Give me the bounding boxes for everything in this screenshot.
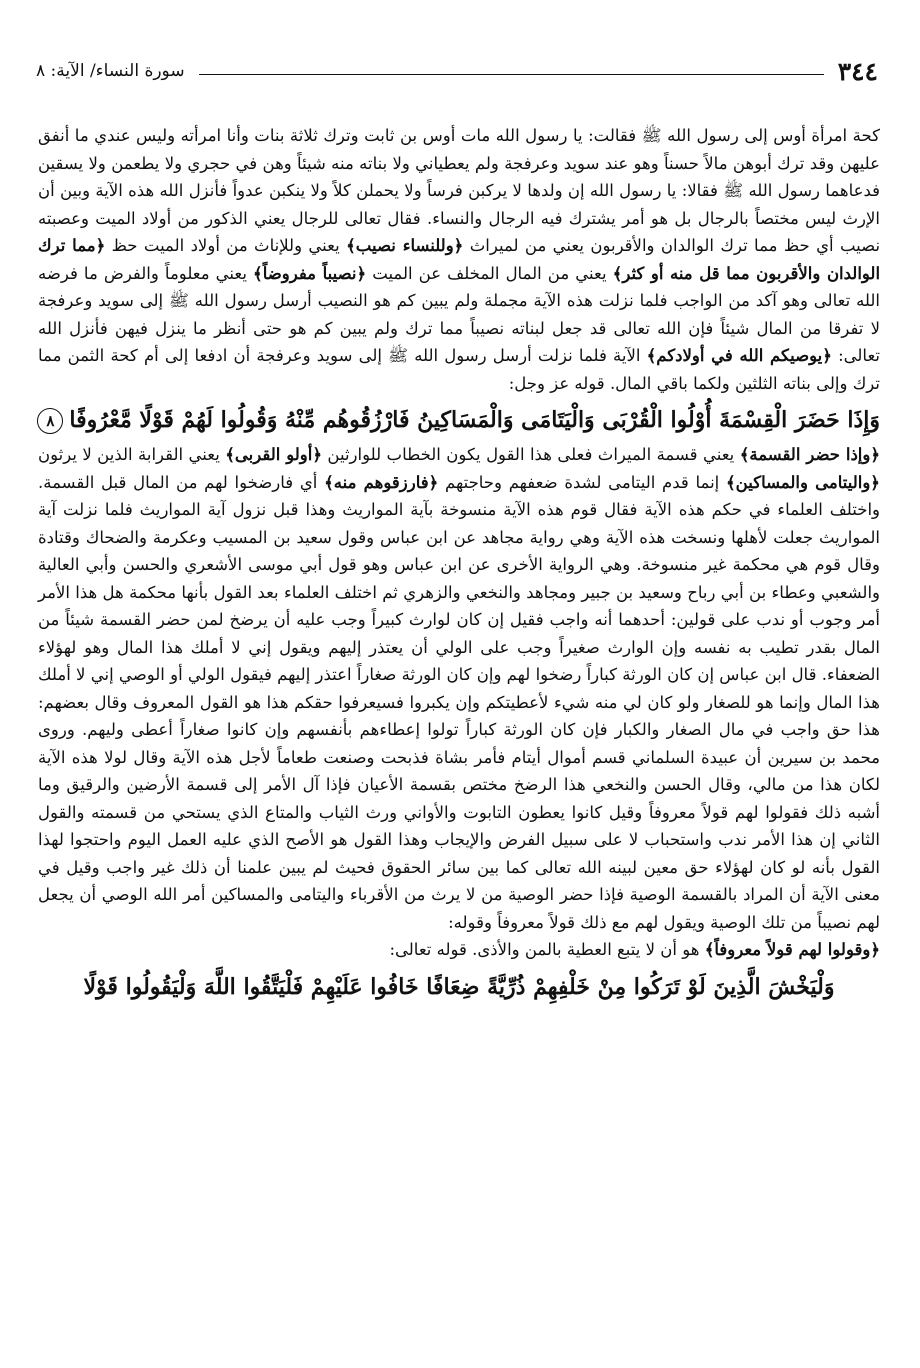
paragraph-text: أي فارضخوا لهم من المال قبل القسمة. واختلف العلماء في حكم هذه الآية فقال قوم هذه الآية منسوخة بآية المواريث وهذا قبل نزول آية المواريث فلما نزلت آية المواريث جعلت لأهلها ونسخت هذه الآية وهي رواية مجاهد عن ابن عباس وقول سعيد بن المسيب وعكرمة والضحاك وقتادة وقال قوم هي محكمة غير منسوخة. وهي الرواية الأخرى عن ابن عباس وهو قول أبي موسى الأشعري والحسن وأبي العالية والشعبي وعطاء بن أبي رباح وسعيد بن جبير ومجاهد والنخعي والزهري ثم اختلف العلماء بعد القول بأنها محكمة هل هذا الأمر أمر وجوب أو ندب على قولين: أحدهما أنه واجب فقيل إن كان لوارث كبيراً وجب عليه أن يرضخ لمن حضر القسمة شيئاً من المال بقدر تطيب به نفسه وإن الوارث صغيراً وجب على الولي أن يعتذر إليهم ويقول إني لا أملك هذا المال وهو لهؤلاء الضعفاء. قال ابن عباس إن كان الورثة كباراً رضخوا لهم وإن كان الورثة صغاراً اعتذر إليهم فيقول الولي أو الوصي إني لا أملك هذا المال وإنما هو للصغار ولو كان لي منه شيء لأعطيتكم وإن يكبروا فسيعرفوا حقكم هذا هو القول المعروف وقال بعضهم: هذا حق واجب في مال الصغار والكبار فإن كان الورثة كباراً تولوا إعطاءهم بأنفسهم وإن كانوا صغاراً أعطى وليهم. وروى محمد بن سيرين أن عبيدة السلماني قسم أموال أيتام فأمر بشاة فذبحت وصنعت طعاماً لأجل هذه الآية وقال لولا هذه الآية لكان هذا من مالي، وقال الحسن والنخعي هذا الرضخ مختص بقسمة الأعيان فإذا آل الأمر إلى قسمة الأرضين والرقيق وما أشبه ذلك فقولوا لهم قولاً معروفاً وقيل كانوا يعطون التابوت والأواني ورث الثياب والمتاع الذي يستحي من قسمته والقول الثاني إن هذا الأمر ندب واستحباب لا على سبيل الفرض والإيجاب وهذا القول هو الأصح الذي عليه العمل اليوم واحتجوا لهذا القول بأنه لو كان لهؤلاء حق معين لبينه الله تعالى كما بين سائر الحقوق فحيث لم يبين علمنا أن ذلك غير واجب وقيل في معنى الآية أن المراد بالقسمة الوصية فإذا حضر الوصية من لا يرث من الأقرباء واليتامى والمساكين أمر الله الوصي أن يجعل لهم نصيباً من تلك الوصية ويقول لهم مع ذلك قولاً معروفاً وقوله: [38, 472, 880, 932]
quran-quote: ﴿وإذا حضر القسمة﴾ [739, 445, 881, 464]
paragraph-text: الآية فلما نزلت أرسل رسول الله ﷺ إلى سويد وعرفجة أن ادفعا إلى أم كحة الثمن مما ترك وإلى بناته الثلثين ولكما باقي المال. قوله عز وجل: [38, 346, 880, 393]
page-number: ٣٤٤ [837, 56, 878, 86]
paragraph-text: يعني وللإناث من أولاد الميت حظ [111, 236, 340, 255]
quran-quote: ﴿يوصيكم الله في أولادكم﴾ [646, 346, 832, 365]
quran-quote: ﴿مما ترك الوالدان والأقربون مما قل منه أو كثر﴾ [38, 236, 881, 283]
paragraph-text: إنما قدم اليتامى لشدة ضعفهم وحاجتهم [445, 472, 720, 492]
paragraph-text: يعني معلوماً والفرض ما فرضه الله تعالى وهو آكد من الواجب فلما نزلت هذه الآية مجملة ولم يبين كم هو النصيب أرسل رسول الله ﷺ إلى سويد وعرفجة لا تفرقا من المال شيئاً فإن الله تعالى قد جعل لبناته نصيباً مما ترك ولم يبين كم هو حتى أنظر ما ينزل فيهن فأنزل الله تعالى: [38, 263, 881, 365]
paragraph-1 [38, 122, 880, 397]
quran-verse-8 [38, 401, 880, 439]
paragraph-2 [38, 441, 880, 936]
surah-reference: سورة النساء/ الآية: ٨ [36, 61, 185, 81]
paragraph-3 [38, 936, 880, 964]
paragraph-text: هو أن لا يتبع العطية بالمن والأذى. قوله تعالى: [389, 940, 700, 959]
quran-quote: ﴿فارزقوهم منه﴾ [324, 472, 439, 492]
quran-quote: ﴿نصيباً مفروضاً﴾ [253, 263, 367, 283]
quran-quote: ﴿وقولوا لهم قولاً معروفاً﴾ [704, 940, 880, 959]
verse-text: وَإِذَا حَضَرَ الْقِسْمَةَ أُوْلُوا الْقُرْبَى وَالْيَتَامَى وَالْمَسَاكِينُ فَارْزُقُوهُم مِّنْهُ وَقُولُوا لَهُمْ قَوْلًا مَّعْرُوفًا [69, 407, 880, 433]
page-content [38, 122, 880, 1008]
paragraph-text: يعني قسمة الميراث فعلى هذا القول يكون الخطاب للوارثين [327, 445, 735, 464]
quran-quote: ﴿أولو القربى﴾ [225, 445, 322, 464]
verse-text: وَلْيَخْشَ الَّذِينَ لَوْ تَرَكُوا مِنْ خَلْفِهِمْ ذُرِّيَّةً ضِعَافًا خَافُوا عَلَيْهِمْ فَلْيَتَّقُوا اللَّهَ وَلْيَقُولُوا قَوْلًا [83, 973, 835, 1000]
paragraph-text: كحة امرأة أوس إلى رسول الله ﷺ فقالت: يا رسول الله مات أوس بن ثابت وترك ثلاثة بنات وأنا امرأته وليس عندي ما أنفق عليهن وقد ترك أبوهن مالاً حسناً وهو عند سويد وعرفجة ولم يعطياني ولا بناته منه شيئاً وهن في حجري ولا يطعمن ولا يسقين فدعاهما رسول الله ﷺ فقالا: يا رسول الله إن ولدها لا يركبن فرساً ولا يحملن كلاً ولا ينكبن عدواً فأنزل الله هذه الآية وبين أن الإرث ليس مختصاً بالرجال بل هو أمر يشترك فيه الرجال والنساء. فقال تعالى للرجال يعني الذكور من أولاد الميت وعصبته نصيب أي حظ مما ترك الوالدان والأقربون يعني من لميراث [38, 126, 881, 255]
verse-number-marker: ٨ [37, 408, 63, 434]
quran-verse-9 [38, 968, 880, 1006]
paragraph-text: يعني القرابة الذين لا يرثون [38, 445, 220, 464]
quran-quote: ﴿وللنساء نصيب﴾ [346, 236, 464, 255]
paragraph-text: يعني من المال المخلف عن الميت [372, 263, 607, 283]
header-rule [199, 74, 824, 75]
quran-quote: ﴿واليتامى والمساكين﴾ [726, 472, 880, 492]
page-header [36, 56, 878, 86]
